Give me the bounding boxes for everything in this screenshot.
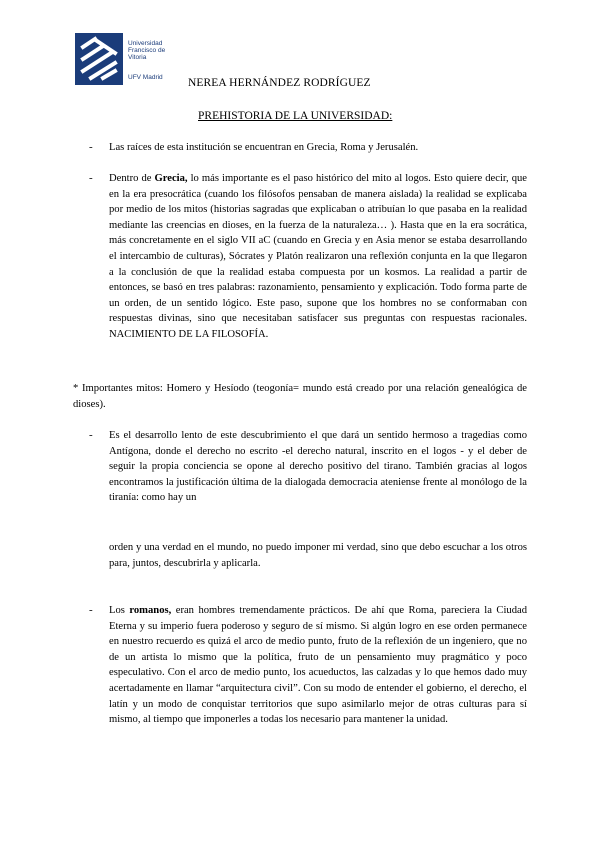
logo-line: Francisco de bbox=[128, 47, 166, 55]
paragraph-antigone-continued: orden y una verdad en el mundo, no puedo imponer mi verdad, sino que debo escuchar a los otros para, juntos, descubrirla y aplicarla. bbox=[109, 542, 527, 569]
text-run: lo más importante es el paso histórico del mito al logos. Esto quiere decir, que en la era presocrática (cuando los filósofos pensaban de manera aislada) la realidad se explicaba por medio de los mitos (historias sagradas que explicaban o atribuían lo que pasaba en la realidad mediante las creencias en dioses, en la fuerza de la naturaleza… ). Hasta que en la era socrática, más concretamente en el siglo VII aC (cuando en Grecia y en Asia menor se estaba desarrollando el intercambio de culturas), Sócrates y Platón realizaron una reflexión conjunta en la que llegaron a la conclusión de que la realidad estaba compuesta por un kosmos. La realidad a partir de entonces, se basó en tres palabras: razonamiento, pensamiento y explicación. Todo forma parte de un orden, de un sentido lógico. Este paso, supone que los hombres no se conformaban con respuestas divinas, sino que necesitaban satisfacer sus preguntas con respuestas racionales. NACIMIENTO DE LA FILOSOFÍA. bbox=[109, 173, 528, 340]
logo-line: Universidad bbox=[128, 40, 163, 47]
paragraph-roots: Las raíces de esta institución se encuentran en Grecia, Roma y Jerusalén. bbox=[109, 142, 419, 153]
text-run: Dentro de bbox=[109, 173, 155, 184]
logo-wordmark bbox=[128, 40, 165, 62]
bullet-marker: - bbox=[89, 604, 93, 616]
university-logo bbox=[75, 33, 123, 85]
paragraph-antigone: Es el desarrollo lento de este descubrimiento el que dará un sentido hermoso a tragedias como Antígona, donde el derecho no escrito -el derecho natural, inscrito en el logos - y el deber de seguir la propia conciencia se opone al derecho positivo del tirano. También gracias al logos encontramos la justificación última de la dialogada democracia ateniense frente al monólogo de la tiranía: como hay un bbox=[109, 430, 527, 504]
page-title: PREHISTORIA DE LA UNIVERSIDAD: bbox=[198, 110, 393, 122]
bullet-marker: - bbox=[89, 141, 93, 153]
author-name: NEREA HERNÁNDEZ RODRÍGUEZ bbox=[188, 77, 371, 89]
bullet-marker: - bbox=[89, 172, 93, 184]
paragraph-romans bbox=[109, 603, 527, 728]
note-myths: * Importantes mitos: Homero y Hesíodo (teogonía= mundo está creado por una relación genealógica de dioses). bbox=[73, 383, 527, 410]
text-run: Los bbox=[109, 605, 130, 616]
paragraph-greece bbox=[109, 171, 527, 343]
text-run: eran hombres tremendamente prácticos. De ahí que Roma, pareciera la Ciudad Eterna y su imperio fuera poderoso y seguro de sí mismo. Si algún logro en ese orden permanece en nuestro recuerdo es quizá el arco de medio punto, fruto de la reflexión de un ingeniero, que no de un artista lo mismo que la política, fruto de un pensamiento muy pragmático y poco especulativo. Con el arco de medio punto, los acueductos, las calzadas y lo que hemos dado muy acertadamente en llamar “arquitectura civil”. Con su modo de entender el gobierno, el derecho, el latín y un modo de conquistar territorios que supo asimilarlo mejor de otras culturas para sí mismo, al tiempo que imponerles a todas los necesario para mantener la unidad. bbox=[109, 605, 527, 726]
logo-campus: UFV Madrid bbox=[128, 74, 163, 81]
bold-keyword: romanos, bbox=[129, 605, 172, 616]
bold-keyword: Grecia, bbox=[154, 173, 188, 184]
bullet-marker: - bbox=[89, 429, 93, 441]
logo-line: Vitoria bbox=[128, 54, 147, 62]
